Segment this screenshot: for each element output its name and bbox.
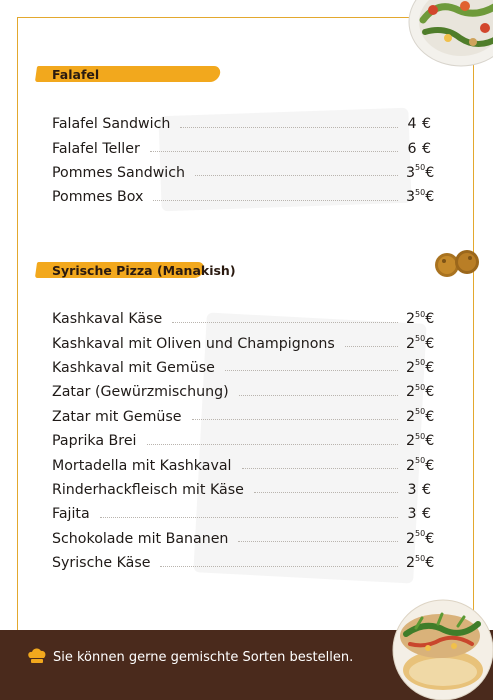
price-euros: 2 xyxy=(406,384,416,401)
price-euros: 2 xyxy=(406,408,416,425)
menu-item xyxy=(52,136,438,160)
item-name: Syrische Käse xyxy=(52,555,151,572)
item-price xyxy=(406,555,438,571)
item-name: Paprika Brei xyxy=(52,433,137,450)
dotted-leader xyxy=(254,492,398,493)
price-euros: 6 xyxy=(407,140,417,157)
manakish-menu-list xyxy=(52,307,438,575)
item-price xyxy=(406,165,438,181)
section-title-falafel xyxy=(36,65,99,83)
menu-item xyxy=(52,527,438,551)
price-currency: € xyxy=(425,408,435,425)
dotted-leader xyxy=(192,419,398,420)
price-cents: 50 xyxy=(415,382,426,392)
dotted-leader xyxy=(180,127,398,128)
item-name: Zatar mit Gemüse xyxy=(52,408,182,425)
price-currency: € xyxy=(422,506,432,523)
price-currency: € xyxy=(425,359,435,376)
menu-item xyxy=(52,112,438,136)
price-cents: 50 xyxy=(415,334,426,344)
item-price xyxy=(406,433,438,449)
price-cents: 50 xyxy=(415,553,426,563)
item-price xyxy=(406,360,438,376)
item-price xyxy=(406,458,438,474)
price-cents: 50 xyxy=(415,309,426,319)
menu-item xyxy=(52,380,438,404)
item-name: Pommes Box xyxy=(52,189,144,206)
chef-hat-icon xyxy=(27,647,47,665)
item-price xyxy=(406,506,438,522)
menu-item xyxy=(52,356,438,380)
dotted-leader xyxy=(150,151,398,152)
menu-item xyxy=(52,551,438,575)
dotted-leader xyxy=(239,395,398,396)
menu-item xyxy=(52,502,438,526)
price-euros: 2 xyxy=(406,530,416,547)
salad-plate-image xyxy=(403,0,493,75)
price-euros: 2 xyxy=(406,359,416,376)
price-currency: € xyxy=(425,335,435,352)
price-euros: 2 xyxy=(406,433,416,450)
item-name: Kashkaval Käse xyxy=(52,311,163,328)
price-currency: € xyxy=(425,530,435,547)
item-name: Kashkaval mit Gemüse xyxy=(52,359,215,376)
dotted-leader xyxy=(153,200,398,201)
price-euros: 3 xyxy=(406,164,416,181)
price-currency: € xyxy=(425,164,435,181)
dotted-leader xyxy=(238,541,398,542)
item-name: Falafel Teller xyxy=(52,140,140,157)
item-name: Kashkaval mit Oliven und Champignons xyxy=(52,335,335,352)
dotted-leader xyxy=(160,566,398,567)
menu-item xyxy=(52,185,438,209)
price-currency: € xyxy=(425,311,435,328)
item-price xyxy=(406,482,438,498)
footer-note: Sie können gerne gemischte Sorten bestellen. xyxy=(53,650,354,665)
price-euros: 2 xyxy=(406,311,416,328)
section-title-manakish xyxy=(36,261,236,279)
price-euros: 2 xyxy=(406,335,416,352)
falafel-menu-list xyxy=(52,112,438,210)
dotted-leader xyxy=(345,346,398,347)
item-name: Rinderhackfleisch mit Käse xyxy=(52,481,244,498)
dotted-leader xyxy=(242,468,399,469)
item-price xyxy=(406,116,438,132)
price-currency: € xyxy=(425,189,435,206)
dotted-leader xyxy=(195,175,398,176)
section-title-label: Falafel xyxy=(52,66,100,82)
menu-item xyxy=(52,307,438,331)
item-price xyxy=(406,336,438,352)
price-currency: € xyxy=(422,116,432,133)
price-currency: € xyxy=(425,555,435,572)
menu-item xyxy=(52,453,438,477)
item-name: Zatar (Gewürzmischung) xyxy=(52,384,229,401)
menu-item xyxy=(52,405,438,429)
dotted-leader xyxy=(225,370,398,371)
item-name: Falafel Sandwich xyxy=(52,116,171,133)
item-name: Fajita xyxy=(52,506,90,523)
menu-item xyxy=(52,331,438,355)
price-currency: € xyxy=(425,457,435,474)
dotted-leader xyxy=(147,444,399,445)
item-price xyxy=(406,531,438,547)
price-currency: € xyxy=(425,433,435,450)
price-cents: 50 xyxy=(415,431,426,441)
item-price xyxy=(406,384,438,400)
price-cents: 50 xyxy=(415,358,426,368)
item-price xyxy=(406,311,438,327)
price-euros: 2 xyxy=(406,457,416,474)
item-name: Mortadella mit Kashkaval xyxy=(52,457,232,474)
price-cents: 50 xyxy=(415,407,426,417)
price-currency: € xyxy=(425,384,435,401)
dotted-leader xyxy=(172,322,398,323)
price-euros: 3 xyxy=(407,506,417,523)
item-price xyxy=(406,189,438,205)
item-price xyxy=(406,141,438,157)
price-cents: 50 xyxy=(415,529,426,539)
price-currency: € xyxy=(422,481,432,498)
price-euros: 3 xyxy=(406,189,416,206)
item-price xyxy=(406,409,438,425)
menu-item xyxy=(52,429,438,453)
menu-item xyxy=(52,161,438,185)
price-cents: 50 xyxy=(415,163,426,173)
falafel-balls-image xyxy=(433,245,483,283)
dotted-leader xyxy=(100,517,398,518)
item-name: Schokolade mit Bananen xyxy=(52,530,229,547)
price-euros: 2 xyxy=(406,555,416,572)
item-name: Pommes Sandwich xyxy=(52,164,186,181)
price-euros: 4 xyxy=(407,116,417,133)
section-title-label: Syrische Pizza (Manakish) xyxy=(52,262,236,278)
price-currency: € xyxy=(422,140,432,157)
wrap-plate-image xyxy=(388,598,493,700)
price-euros: 3 xyxy=(407,481,417,498)
menu-item xyxy=(52,478,438,502)
price-cents: 50 xyxy=(415,456,426,466)
price-cents: 50 xyxy=(415,187,426,197)
